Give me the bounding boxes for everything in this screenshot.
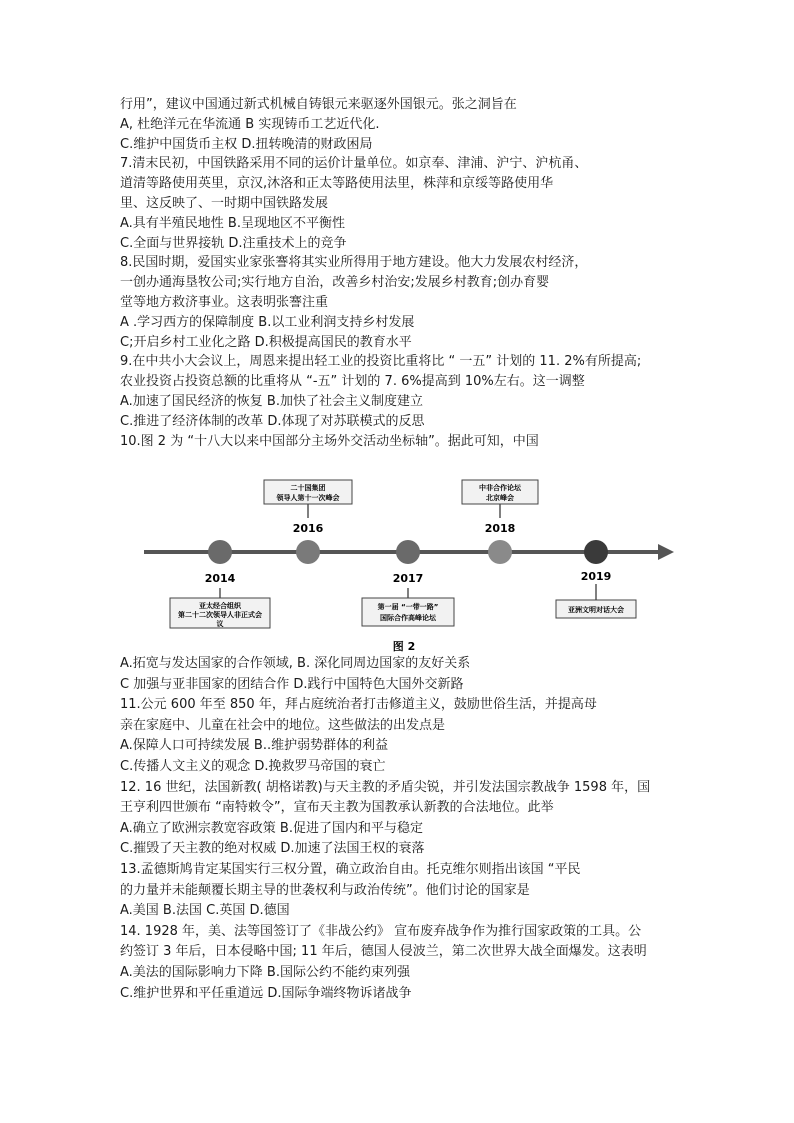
text-line: 的力量并未能颠覆长期主导的世袭权利与政治传统”。他们讨论的国家是 (120, 882, 530, 898)
text-line: 约签订 3 年后，日本侵略中国; 11 年后，德国人侵波兰，第二次世界大战全面爆发。这表明 (120, 944, 647, 960)
text-line: 王亨利四世颁布 “南特敕令”，宣布天主教为国教承认新教的合法地位。此举 (120, 800, 554, 816)
text-line: 9.在中共小大会议上，周恩来提出轻工业的投资比重将比 “ 一五” 计划的 11. 2%有所提高; (120, 354, 642, 370)
text-line: 11.公元 600 年至 850 年，拜占庭统治者打击修道主义，鼓励世俗生活，并提高母 (120, 697, 597, 713)
event-2019-line1: 亚洲文明对话大会 (568, 606, 624, 614)
text-line: 行用”，建议中国通过新式机械自铸银元来驱逐外国银元。张之洞旨在 (120, 97, 517, 112)
text-line: A.拓宽与发达国家的合作领域, B. 深化同周边国家的友好关系 (120, 656, 471, 671)
text-line: A.具有半殖民地性 B.呈现地区不平衡性 (120, 215, 345, 231)
timeline-figure (140, 478, 680, 658)
arrow-head-icon (658, 544, 674, 560)
text-line: C.全面与世界接轨 D.注重技术上的竞争 (120, 235, 347, 251)
text-line: 农业投资占投资总额的比重将从 “-五” 计划的 7. 6%提高到 10%左右。这一调整 (120, 374, 585, 390)
event-2018-line2: 北京峰会 (486, 494, 514, 502)
timeline-svg (140, 478, 680, 658)
node-2018 (488, 540, 512, 564)
text-line: C.传播人文主义的观念 D.挽救罗马帝国的衰亡 (120, 759, 386, 774)
event-2014-line2: 第二十二次领导人非正式会 (178, 611, 262, 619)
year-2019: 2019 (580, 570, 612, 583)
year-2014: 2014 (204, 572, 236, 585)
text-line: A.加速了国民经济的恢复 B.加快了社会主义制度建立 (120, 394, 423, 409)
text-line: C 加强与亚非国家的团结合作 D.践行中国特色大国外交新路 (120, 676, 464, 692)
event-2016-line2: 领导人第十一次峰会 (276, 494, 340, 502)
text-line: A .学习西方的保障制度 B.以工业利润支持乡村发展 (120, 314, 415, 330)
text-line: A.确立了欧洲宗教宽容政策 B.促进了国内和平与稳定 (120, 820, 423, 836)
text-line: A.美国 B.法国 C.英国 D.德国 (120, 903, 290, 919)
text-line: 一创办通海垦牧公司;实行地方自治，改善乡村治安;发展乡村教育;创办育婴 (120, 275, 550, 291)
text-line: 13.孟德斯鸠肯定某国实行三权分置，确立政治自由。托克维尔则指出该国 “平民 (120, 862, 581, 877)
text-line: 14. 1928 年，美、法等国签订了《非战公约》 宣布废弃战争作为推行国家政策的工具。公 (120, 923, 642, 939)
text-line: 堂等地方救济事业。这表明张謇注重 (120, 295, 329, 310)
event-2016-line1: 二十国集团 (290, 484, 326, 492)
text-line: C.摧毁了天主教的绝对权威 D.加速了法国王权的衰落 (120, 841, 425, 857)
text-line: 里、这反映了、一时期中国铁路发展 (120, 196, 329, 211)
text-line: 亲在家庭中、儿童在社会中的地位。这些做法的出发点是 (120, 717, 446, 733)
text-line: C.推进了经济体制的改革 D.体现了对苏联模式的反思 (120, 413, 425, 429)
figure-caption: 图 2 (392, 640, 416, 653)
text-line: 8.民国时期，爱国实业家张謇将其实业所得用于地方建设。他大力发展农村经济， (120, 255, 588, 271)
text-line: A.保障人口可持续发展 B..维护弱势群体的利益 (120, 738, 389, 754)
event-2014-line1: 亚太经合组织 (199, 602, 241, 610)
node-2014 (208, 540, 232, 564)
year-2017: 2017 (392, 572, 424, 585)
event-2017-line2: 国际合作高峰论坛 (380, 614, 436, 622)
text-line: C;开启乡村工业化之路 D.积极提高国民的教育水平 (120, 334, 412, 350)
text-line: C.维护中国货币主权 D.扭转晚清的财政困局 (120, 136, 373, 152)
node-2016 (296, 540, 320, 564)
text-line: A.美法的国际影响力下降 B.国际公约不能约束列强 (120, 965, 410, 980)
text-line: 12. 16 世纪，法国新教( 胡格诺教)与天主教的矛盾尖锐，并引发法国宗教战争 1598 年，国 (120, 779, 651, 795)
event-2017-line1: 第一届 “一带一路” (377, 603, 439, 611)
text-line: 7.清末民初，中国铁路采用不同的运价计量单位。如京奉、津浦、沪宁、沪杭甬、 (120, 156, 588, 172)
text-line: A, 杜绝洋元在华流通 B 实现铸币工艺近代化. (120, 116, 380, 132)
event-2014-line3: 议 (216, 620, 224, 628)
node-2019 (584, 540, 608, 564)
year-2016: 2016 (292, 522, 324, 535)
node-2017 (396, 540, 420, 564)
year-2018: 2018 (484, 522, 516, 535)
text-line: 10.图 2 为 “十八大以来中国部分主场外交活动坐标轴”。据此可知，中国 (120, 433, 539, 449)
event-2018-line1: 中非合作论坛 (479, 484, 521, 492)
text-line: 道清等路使用英里，京汉,沐洛和正太等路使用法里，株萍和京绥等路使用华 (120, 176, 554, 192)
text-line: C.维护世界和平任重道远 D.国际争端终物诉诸战争 (120, 985, 412, 1001)
